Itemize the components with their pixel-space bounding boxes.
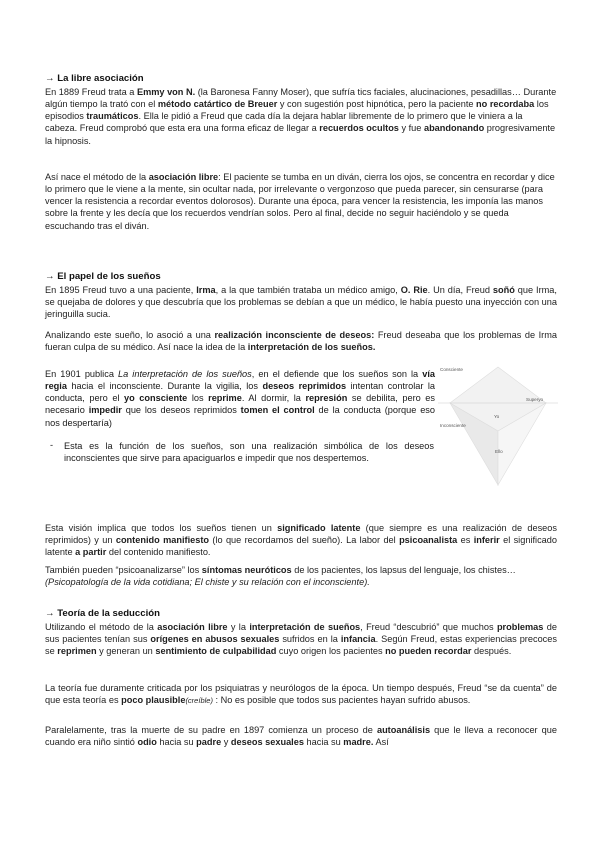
text-run: La interpretación de los sueños xyxy=(118,369,252,379)
text-run: hacia su xyxy=(303,737,344,748)
text-run: . Un día, Freud xyxy=(427,285,493,295)
text-run: deseos reprimidos xyxy=(262,381,347,392)
text-run: . Según Freud, estas experiencias precoces se xyxy=(45,634,557,657)
text-run: impedir xyxy=(88,405,122,416)
text-run: asociación libre xyxy=(148,172,219,182)
paragraph-asociacion-libre xyxy=(45,171,557,232)
text-run: los xyxy=(187,393,209,404)
text-run: tomen el control xyxy=(240,405,315,416)
heading-libre-asociacion: → La libre asociación xyxy=(45,73,144,84)
label-yo: Yo xyxy=(494,414,500,419)
psyche-iceberg-figure xyxy=(438,355,558,490)
text-run: problemas xyxy=(496,622,544,632)
text-run: poco plausible xyxy=(121,695,186,706)
paragraph-emmy xyxy=(45,86,557,147)
text-run: Esta es la función de los sueños, son una realización simbólica de los deseos inconscientes que sirve para apaciguarlos e impedir que nos despertemos. xyxy=(64,441,434,464)
text-run: : No es posible que todos sus pacientes hayan sufrido abusos. xyxy=(212,695,471,706)
text-run: significado latente xyxy=(277,523,361,533)
text-run: infancia xyxy=(340,634,376,645)
text-run: . Al dormir, la xyxy=(241,393,306,404)
paragraph-seduccion xyxy=(45,621,557,657)
heading-teoria-seduccion: → Teoría de la seducción xyxy=(45,608,160,619)
label-inconsciente: Inconsciente xyxy=(440,423,466,428)
text-run: no recordaba xyxy=(476,99,535,110)
text-run: madre. xyxy=(343,737,374,748)
text-run: los episodios xyxy=(45,99,549,122)
text-run: (creíble) xyxy=(185,696,213,706)
paragraph-interpretacion-suenos xyxy=(45,368,435,429)
bullet-dash: - xyxy=(50,440,54,450)
text-run: Irma xyxy=(196,285,216,295)
text-run: (que siempre es una realización de deseos reprimidos) y un xyxy=(45,523,557,546)
text-run: hacia el inconsciente. Durante la vigilia, los xyxy=(66,381,263,392)
text-run: y la xyxy=(227,622,250,632)
text-run: , en el defiende que los sueños son la xyxy=(251,369,423,379)
text-run: del contenido manifiesto. xyxy=(106,547,211,558)
text-run: sufridos en la xyxy=(279,634,341,645)
text-run: de la conducta (porque eso nos despertaría) xyxy=(45,405,436,428)
paragraph-irma xyxy=(45,284,557,320)
text-run: que Irma, se quejaba de dolores y que descubría que los problemas se debían a que un médico, le había puesto una inyección con una jeringuilla sucia. xyxy=(45,285,557,320)
text-run: abandonando xyxy=(423,123,485,134)
text-run: (lo que recordamos del sueño). La labor del xyxy=(209,535,400,546)
text-run: y xyxy=(221,737,231,748)
text-run: represión xyxy=(305,393,348,404)
text-run: interpretación de los sueños. xyxy=(247,342,376,353)
text-run: Freud deseaba que los problemas de Irma fueran culpa de su médico. Así nace la idea de la xyxy=(45,330,557,353)
text-run: soñó xyxy=(492,285,515,295)
text-run: y generan un xyxy=(96,646,156,657)
text-run: progresivamente la hipnosis. xyxy=(45,123,556,146)
text-run: se debilita, pero es necesario xyxy=(45,393,435,416)
text-run: reprime xyxy=(208,393,242,404)
text-run: vía regia xyxy=(45,369,436,392)
text-run: Paralelamente, tras la muerte de su padre en 1897 comienza un proceso de xyxy=(45,725,377,735)
text-run: método catártico de Breuer xyxy=(157,99,278,110)
text-run: También pueden “psicoanalizarse” los xyxy=(45,565,202,575)
text-run: de sus pacientes tenían sus xyxy=(45,622,557,645)
text-run: (Psicopatología de la vida cotidiana; El chiste y su relación con el inconsciente). xyxy=(45,577,370,588)
text-run: Utilizando el método de la xyxy=(45,622,158,632)
text-run: Emmy von N. xyxy=(136,87,196,97)
text-run: Esta visión implica que todos los sueños tienen un xyxy=(45,523,278,533)
text-run: La teoría fue duramente criticada por los psiquiatras y neurólogos de la época. Un tiempo después, Freud “se da cuenta” de que esta teoría es xyxy=(45,683,557,706)
text-run: el significado latente xyxy=(45,535,557,558)
bullet-funcion-suenos xyxy=(64,440,434,464)
text-run: realización inconsciente de deseos: xyxy=(214,330,375,340)
text-run: que le lleva a reconocer que cuando era niño sintió xyxy=(45,725,557,748)
text-run: recuerdos ocultos xyxy=(319,123,399,134)
text-run: orígenes en abusos sexuales xyxy=(150,634,280,645)
text-run: reprimen xyxy=(57,646,97,657)
label-superyo: Superyo xyxy=(526,397,544,402)
text-run: de los pacientes, los lapsus del lenguaje, los chistes… xyxy=(291,565,516,575)
text-run: autoanálisis xyxy=(376,725,431,735)
text-run: síntomas neuróticos xyxy=(201,565,292,575)
text-run: hacia su xyxy=(156,737,197,748)
text-run: que los deseos reprimidos xyxy=(121,405,241,416)
text-run: En 1889 Freud trata a xyxy=(45,87,137,97)
text-run: inferir xyxy=(473,535,500,546)
text-run: sentimiento de culpabilidad xyxy=(155,646,277,657)
text-run: y fue xyxy=(398,123,424,134)
paragraph-sintomas-neuroticos xyxy=(45,564,557,588)
heading-papel-suenos: → El papel de los sueños xyxy=(45,271,161,282)
text-run: Así nace el método de la xyxy=(45,172,149,182)
text-run: yo consciente xyxy=(124,393,188,404)
text-run: , a la que también trataba un médico amigo, xyxy=(215,285,401,295)
label-ello: Ello xyxy=(495,449,503,454)
text-run: . Ella le pidió a Freud que cada día la dejara hablar libremente de lo primero que le viniera a la cabeza. Freud comprobó que esta era una forma eficaz de llegar a xyxy=(45,111,523,134)
text-run: Analizando este sueño, lo asoció a una xyxy=(45,330,215,340)
text-run: es xyxy=(457,535,474,546)
text-run: (la Baronesa Fanny Moser), que sufría tics faciales, alucinaciones, pesadillas… Durante algún tiempo la trató con el xyxy=(45,87,557,110)
text-run: asociación libre xyxy=(157,622,228,632)
text-run: traumáticos xyxy=(86,111,139,122)
text-run: cuyo origen los pacientes xyxy=(276,646,386,657)
text-run: , Freud “descubrió” que muchos xyxy=(360,622,497,632)
text-run: a partir xyxy=(75,547,107,558)
text-run: O. Rie xyxy=(400,285,428,295)
text-run: Así xyxy=(373,737,389,748)
text-run: odio xyxy=(137,737,157,748)
text-run: : El paciente se tumba en un diván, cierra los ojos, se concentra en recordar y dice lo primero que le viene a la mente, sin ocultar nada, por irrelevante o vergonzoso que pueda parecer, sin censurarse (para vencer la resistencia a recordar eventos dolorosos). Durante una época, para vencer la resistencia, les imponía las manos sobre la frente y les decía que los recuerdos vendrían solos. Pero al final, decide no seguir haciéndolo y se queda escuchando tras el diván. xyxy=(45,172,555,231)
text-run: no pueden recordar xyxy=(385,646,472,657)
text-run: y con sugestión post hipnótica, pero la paciente xyxy=(277,99,477,110)
paragraph-critica xyxy=(45,682,557,707)
text-run: contenido manifiesto xyxy=(115,535,210,546)
paragraph-autoanalisis xyxy=(45,724,557,748)
text-run: interpretación de sueños xyxy=(249,622,361,632)
text-run: En 1895 Freud tuvo a una paciente, xyxy=(45,285,197,295)
text-run: psicoanalista xyxy=(399,535,458,546)
paragraph-realizacion-deseos xyxy=(45,329,557,353)
text-run: padre xyxy=(196,737,222,748)
text-run: intentan controlar la conducta, pero el xyxy=(45,381,436,404)
paragraph-significado-latente xyxy=(45,522,557,558)
text-run: después. xyxy=(471,646,512,657)
text-run: deseos sexuales xyxy=(230,737,304,748)
text-run: En 1901 publica xyxy=(45,369,118,379)
label-consciente: Consciente xyxy=(440,367,463,372)
